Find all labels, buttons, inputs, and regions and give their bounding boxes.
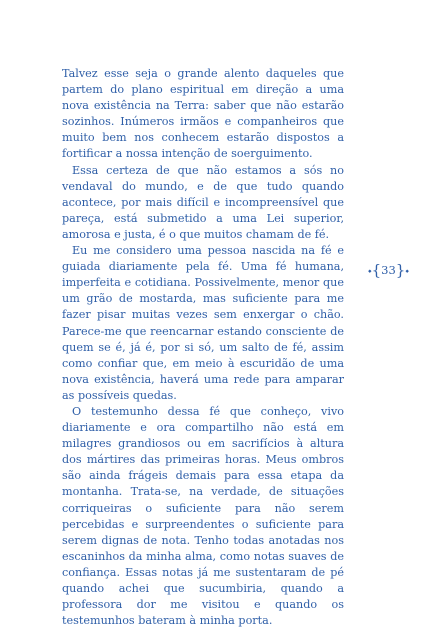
ornament-left-icon: ⬩ xyxy=(368,266,372,277)
right-brace-icon: } xyxy=(395,261,406,279)
ornament-right-icon: ⬩ xyxy=(405,266,409,277)
left-brace-icon: { xyxy=(371,261,382,279)
page-number: 33 xyxy=(381,263,396,277)
paragraph-4: O testemunho dessa fé que conheço, vivo diariamente e ora compartilho não está em milagres grandiosos ou em sacrifícios à altura dos mártires das primeiras horas. Meus ombros são ainda frágeis demais para essa etapa da montanha. Trata-se, na verdade, de situações corriqueiras o suficiente para não serem percebidas e surpreendentes o suficiente para serem dignas de nota. Tenho todas anotadas nos escaninhos da minha alma, como notas suaves de confiança. Essas notas já me sustentaram de pé quando achei que sucumbiria, quando a professora dor me visitou e quando os testemunhos bateram à minha porta. xyxy=(62,404,344,628)
page-number-folio xyxy=(368,262,409,280)
body-text xyxy=(62,66,344,629)
paragraph-3: Eu me considero uma pessoa nascida na fé e guiada diariamente pela fé. Uma fé humana, imperfeita e cotidiana. Possivelmente, menor que um grão de mostarda, mas suficiente para me fazer pisar muitas vezes sem enxergar o chão. Parece-me que reencarnar estando consciente de quem se é, já é, por si só, um salto de fé, assim como confiar que, em meio à escuridão de uma nova existência, haverá uma rede para amparar as possíveis quedas. xyxy=(62,244,344,402)
paragraph-2: Essa certeza de que não estamos a sós no vendaval do mundo, e de que tudo quando acontece, por mais difícil e incompreensível que pareça, está submetido a uma Lei superior, amorosa e justa, é o que muitos chamam de fé. xyxy=(62,163,344,241)
paragraph-1: Talvez esse seja o grande alento daqueles que partem do plano espiritual em direção a uma nova existência na Terra: saber que não estarão sozinhos. Inúmeros irmãos e companheiros que muito bem nos conhecem estarão dispostos a fortificar a nossa intenção de soerguimento. xyxy=(62,67,344,161)
